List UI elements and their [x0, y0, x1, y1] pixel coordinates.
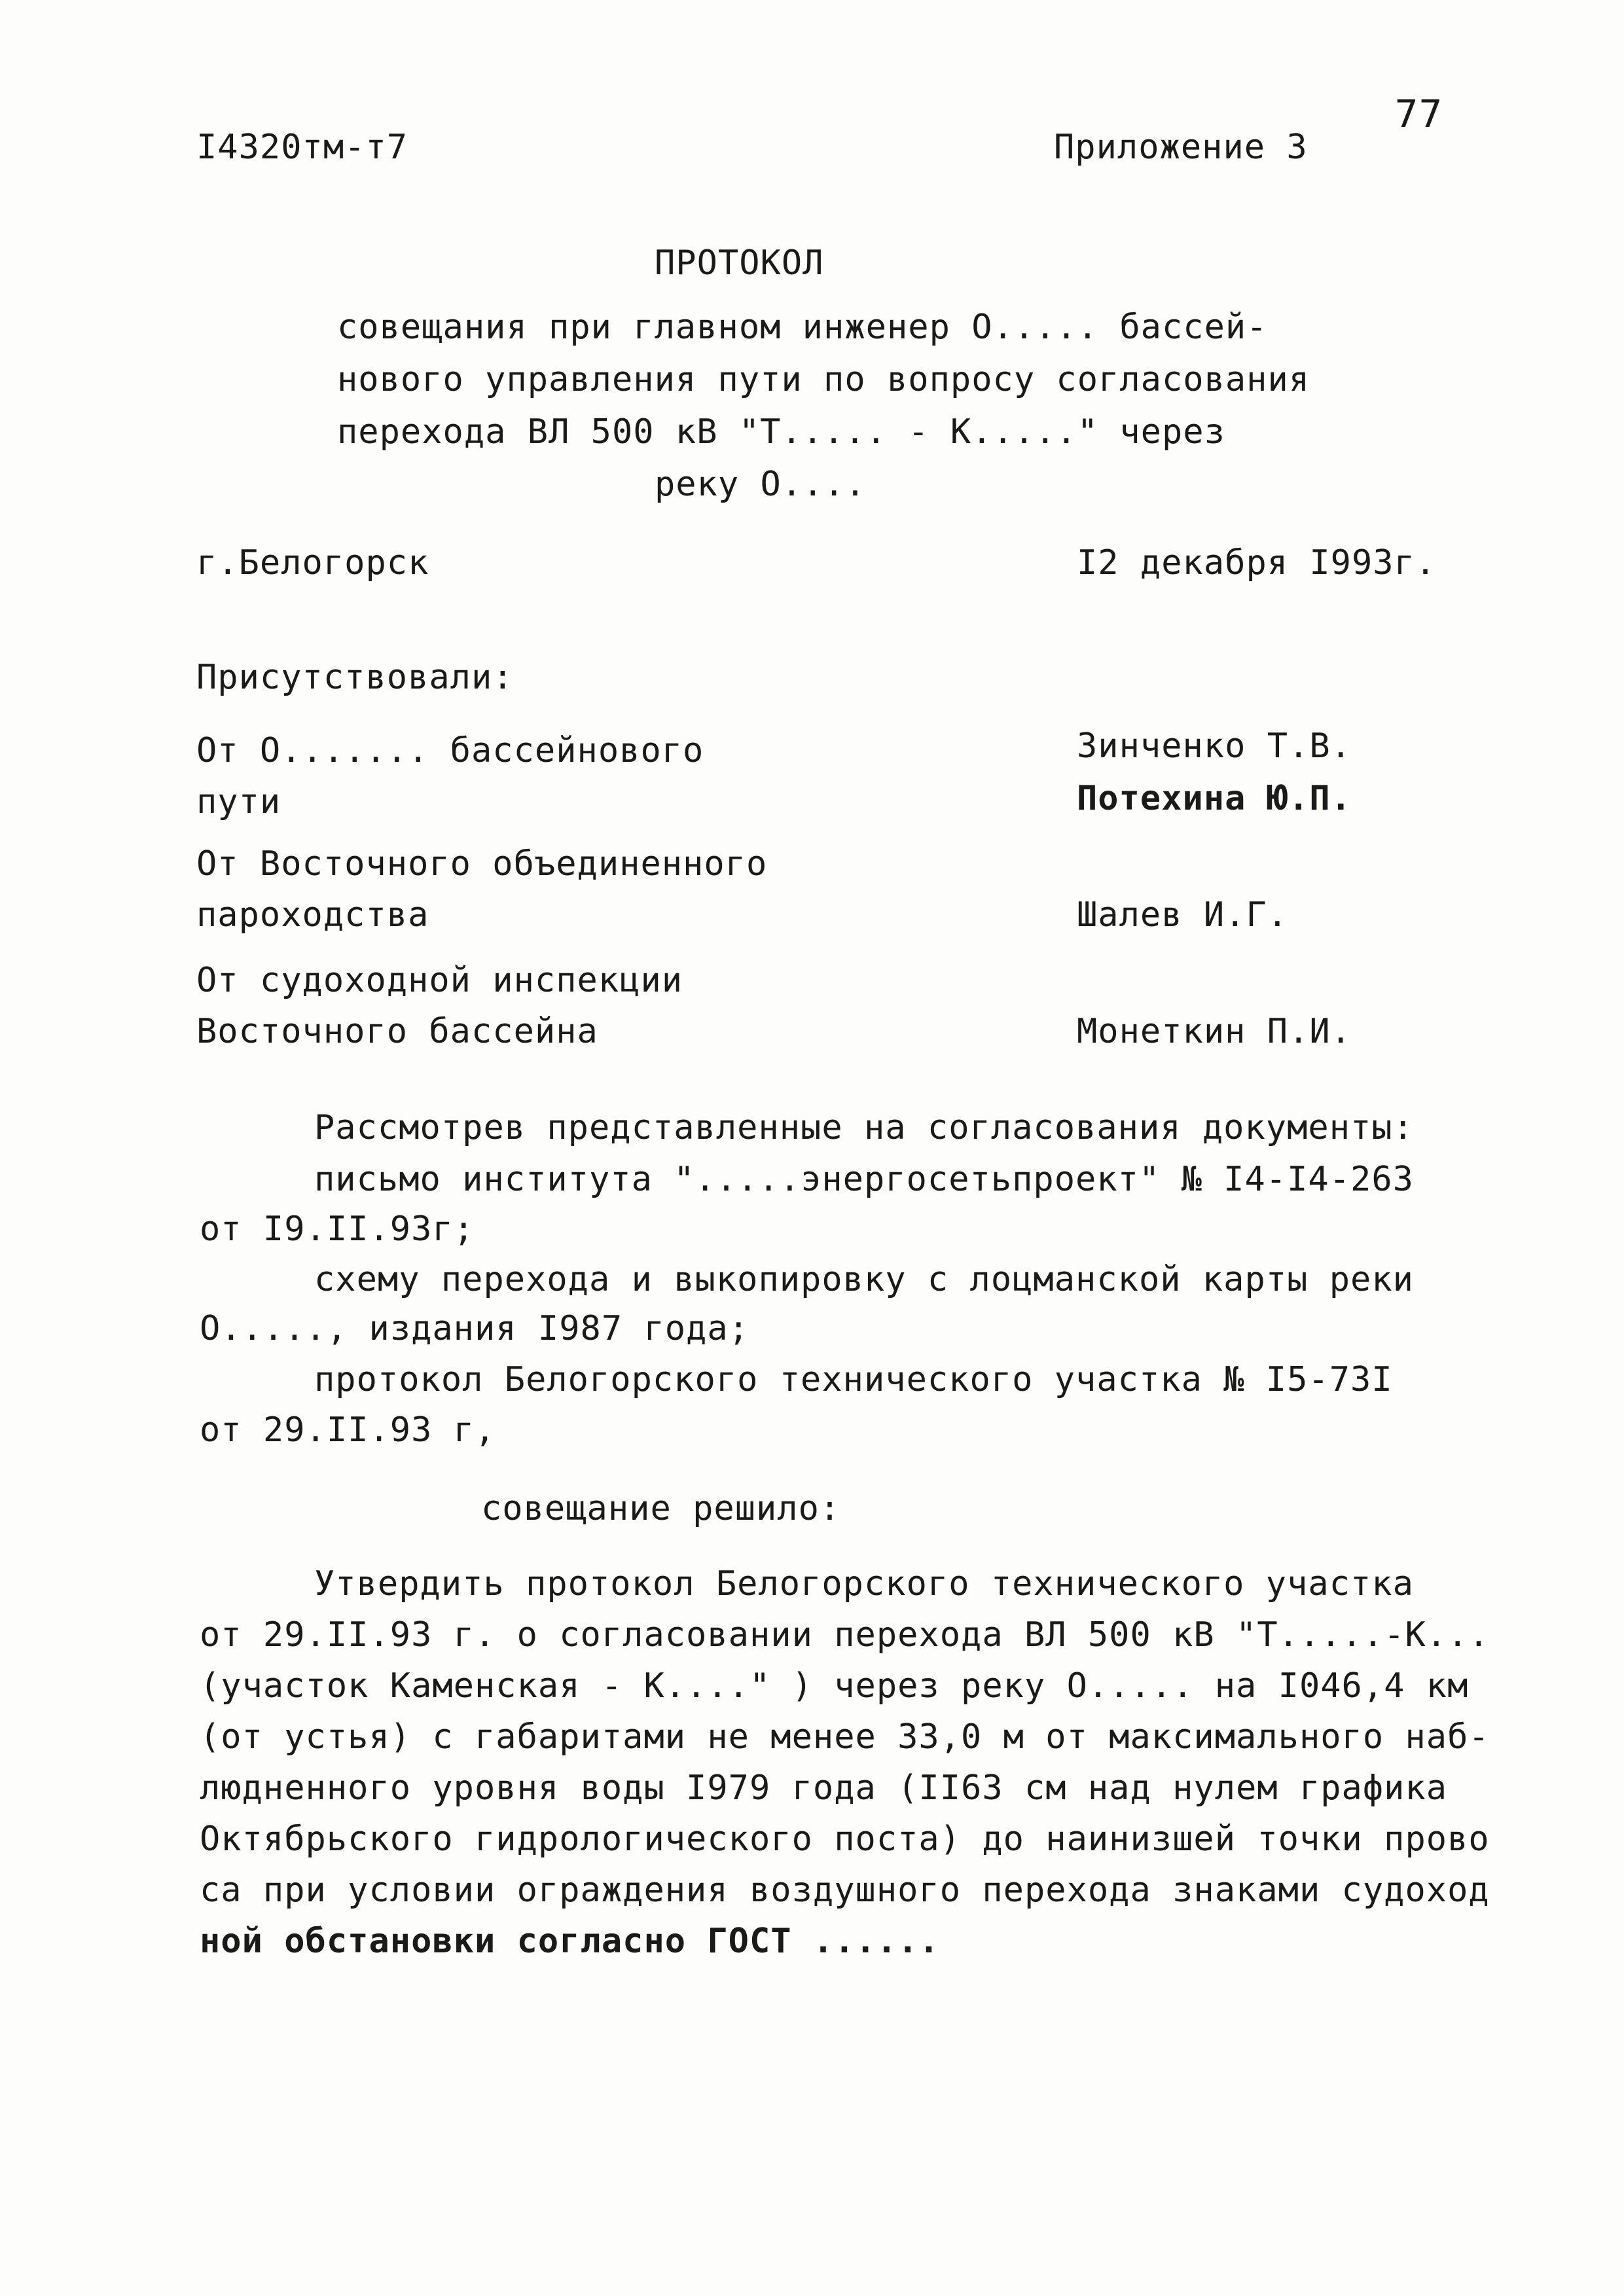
- considered-line-3: от I9.II.93г;: [200, 1210, 475, 1249]
- decision-line-4: (от устья) с габаритами не менее 33,0 м от максимального наб-: [200, 1717, 1490, 1757]
- title-line-2: нового управления пути по вопросу согласования: [337, 360, 1310, 399]
- attendee-org-1-line-2: пути: [196, 782, 281, 821]
- considered-line-5: О....., издания I987 года;: [200, 1309, 749, 1348]
- attendees-heading: Присутствовали:: [196, 658, 514, 697]
- considered-line-1: Рассмотрев представленные на согласования документы:: [314, 1108, 1414, 1147]
- decision-line-6: Октябрьского гидрологического поста) до наинизшей точки прово: [200, 1820, 1490, 1859]
- meeting-date: I2 декабря I993г.: [1077, 543, 1437, 583]
- considered-line-2: письмо института ".....энергосетьпроект" № I4-I4-263: [314, 1160, 1414, 1199]
- doc-code: I4320тм-т7: [196, 128, 408, 167]
- attendee-name-1b: Потехина Ю.П.: [1077, 779, 1352, 818]
- decision-line-7: са при условии ограждения воздушного перехода знаками судоход: [200, 1871, 1490, 1910]
- attendee-name-2: Шалев И.Г.: [1077, 895, 1289, 935]
- title-line-1: совещания при главном инженер О..... бассей-: [337, 308, 1268, 347]
- considered-line-4: схему перехода и выкопировку с лоцманской карты реки: [314, 1260, 1414, 1299]
- page-number: 77: [1394, 92, 1443, 136]
- decision-line-2: от 29.II.93 г. о согласовании перехода ВЛ 500 кВ "Т.....-К...: [200, 1615, 1490, 1655]
- attendee-name-3: Монеткин П.И.: [1077, 1012, 1352, 1051]
- city: г.Белогорск: [196, 543, 429, 583]
- attendee-org-2-line-2: пароходства: [196, 895, 429, 935]
- title-line-4: реку О....: [655, 465, 867, 504]
- decision-line-1: Утвердить протокол Белогорского технического участка: [314, 1564, 1414, 1604]
- attendee-org-3-line-2: Восточного бассейна: [196, 1012, 598, 1051]
- decision-line-8: ной обстановки согласно ГОСТ ......: [200, 1922, 940, 1961]
- decided-heading: совещание решило:: [481, 1489, 841, 1528]
- considered-line-6: протокол Белогорского технического участка № I5-73I: [314, 1360, 1393, 1399]
- document-title: ПРОТОКОЛ: [655, 243, 824, 283]
- attendee-org-1-line-1: От О....... бассейнового: [196, 731, 704, 770]
- appendix-label: Приложение 3: [1054, 128, 1308, 167]
- decision-line-5: людненного уровня воды I979 года (II63 см над нулем графика: [200, 1768, 1448, 1808]
- attendee-org-2-line-1: От Восточного объединенного: [196, 844, 768, 884]
- considered-line-7: от 29.II.93 г,: [200, 1410, 496, 1450]
- attendee-name-1a: Зинченко Т.В.: [1077, 726, 1352, 766]
- attendee-org-3-line-1: От судоходной инспекции: [196, 961, 683, 1000]
- decision-line-3: (участок Каменская - К...." ) через реку О..... на I046,4 км: [200, 1666, 1469, 1706]
- title-line-3: перехода ВЛ 500 кВ "Т..... - К....." через: [337, 412, 1225, 452]
